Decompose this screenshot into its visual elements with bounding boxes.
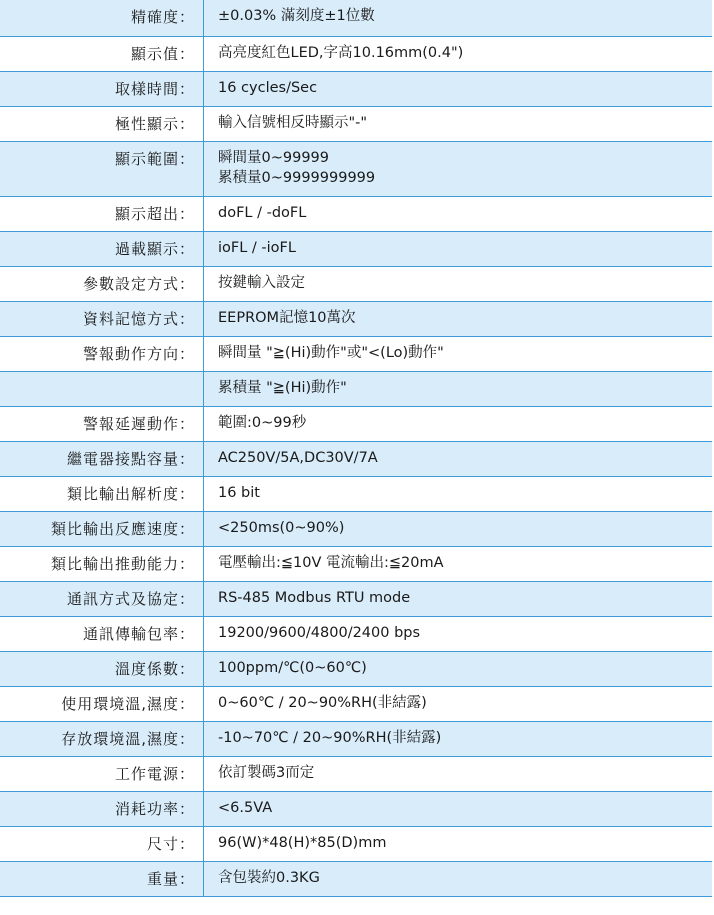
spec-value-line: 電壓輸出:≦10V 電流輸出:≦20mA xyxy=(218,555,444,571)
spec-row xyxy=(0,827,712,862)
spec-value-line: -10~70℃ / 20~90%RH(非結露) xyxy=(218,730,442,746)
spec-value xyxy=(204,722,712,756)
spec-value xyxy=(204,372,712,406)
spec-value xyxy=(204,477,712,511)
spec-row xyxy=(0,407,712,442)
spec-value xyxy=(204,442,712,476)
spec-value xyxy=(204,142,712,196)
spec-label: 類比輸出解析度： xyxy=(0,477,204,511)
spec-row xyxy=(0,302,712,337)
spec-value-line: 19200/9600/4800/2400 bps xyxy=(218,625,421,641)
spec-row xyxy=(0,267,712,302)
spec-label: 繼電器接點容量： xyxy=(0,442,204,476)
spec-row xyxy=(0,652,712,687)
spec-label: 尺寸： xyxy=(0,827,204,861)
spec-row xyxy=(0,337,712,372)
spec-label: 通訊方式及協定： xyxy=(0,582,204,616)
spec-value xyxy=(204,72,712,106)
spec-label: 存放環境溫,濕度： xyxy=(0,722,204,756)
spec-row xyxy=(0,512,712,547)
spec-value xyxy=(204,0,712,36)
spec-value-line: 累積量0~9999999999 xyxy=(218,170,376,186)
spec-row xyxy=(0,72,712,107)
spec-label: 顯示超出： xyxy=(0,197,204,231)
spec-value xyxy=(204,512,712,546)
spec-value-line: 瞬間量 "≧(Hi)動作"或"<(Lo)動作" xyxy=(218,345,444,361)
spec-value xyxy=(204,792,712,826)
spec-value-line: <250ms(0~90%) xyxy=(218,520,345,536)
spec-label: 通訊傳輸包率： xyxy=(0,617,204,651)
spec-row xyxy=(0,722,712,757)
spec-label: 參數設定方式： xyxy=(0,267,204,301)
spec-value-line: EEPROM記憶10萬次 xyxy=(218,310,356,326)
spec-value xyxy=(204,302,712,336)
spec-row xyxy=(0,547,712,582)
spec-label: 顯示範圍： xyxy=(0,142,204,196)
spec-label: 工作電源： xyxy=(0,757,204,791)
spec-value xyxy=(204,37,712,71)
spec-value xyxy=(204,232,712,266)
spec-value xyxy=(204,197,712,231)
spec-row xyxy=(0,37,712,72)
spec-label: 取樣時間： xyxy=(0,72,204,106)
spec-row xyxy=(0,442,712,477)
spec-value xyxy=(204,407,712,441)
spec-value-line: doFL / -doFL xyxy=(218,205,307,221)
spec-row xyxy=(0,0,712,37)
spec-row xyxy=(0,197,712,232)
spec-label: 過載顯示： xyxy=(0,232,204,266)
spec-value-line: <6.5VA xyxy=(218,800,273,816)
spec-value xyxy=(204,687,712,721)
spec-value xyxy=(204,267,712,301)
spec-value-line: 0~60℃ / 20~90%RH(非結露) xyxy=(218,695,427,711)
spec-value-line: 累積量 "≧(Hi)動作" xyxy=(218,380,347,396)
spec-value xyxy=(204,547,712,581)
spec-label: 警報動作方向： xyxy=(0,337,204,371)
spec-value-line: 按鍵輸入設定 xyxy=(218,275,305,291)
spec-value-line: 96(W)*48(H)*85(D)mm xyxy=(218,835,387,851)
spec-label: 重量： xyxy=(0,862,204,896)
spec-value-line: 輸入信號相反時顯示"-" xyxy=(218,115,368,131)
spec-label: 資料記憶方式： xyxy=(0,302,204,336)
spec-label: 類比輸出反應速度： xyxy=(0,512,204,546)
spec-label: 精確度： xyxy=(0,0,204,36)
spec-label: 使用環境溫,濕度： xyxy=(0,687,204,721)
spec-row xyxy=(0,232,712,267)
spec-value xyxy=(204,757,712,791)
spec-value-line: 瞬間量0~99999 xyxy=(218,150,330,166)
spec-label: 類比輸出推動能力： xyxy=(0,547,204,581)
spec-value xyxy=(204,107,712,141)
spec-value-line: ±0.03% 滿刻度±1位數 xyxy=(218,8,375,24)
spec-value xyxy=(204,337,712,371)
spec-value-line: 含包裝約0.3KG xyxy=(218,870,320,886)
spec-row xyxy=(0,582,712,617)
spec-row xyxy=(0,687,712,722)
spec-value-line: 100ppm/℃(0~60℃) xyxy=(218,660,367,676)
spec-label: 極性顯示： xyxy=(0,107,204,141)
spec-row xyxy=(0,477,712,512)
spec-row xyxy=(0,757,712,792)
spec-value-line: 16 cycles/Sec xyxy=(218,80,318,96)
spec-value xyxy=(204,617,712,651)
spec-row xyxy=(0,372,712,407)
spec-value xyxy=(204,862,712,896)
spec-value-line: RS-485 Modbus RTU mode xyxy=(218,590,411,606)
spec-row xyxy=(0,792,712,827)
spec-row xyxy=(0,107,712,142)
spec-value-line: 高亮度紅色LED,字高10.16mm(0.4") xyxy=(218,45,464,61)
spec-value-line: 依訂製碼3而定 xyxy=(218,765,315,781)
spec-label: 警報延遲動作： xyxy=(0,407,204,441)
spec-value-line: 範圍:0~99秒 xyxy=(218,415,307,431)
spec-row xyxy=(0,142,712,197)
spec-label: 溫度係數： xyxy=(0,652,204,686)
spec-value xyxy=(204,827,712,861)
spec-value xyxy=(204,582,712,616)
spec-value-line: AC250V/5A,DC30V/7A xyxy=(218,450,378,466)
spec-label: 消耗功率： xyxy=(0,792,204,826)
spec-value-line: 16 bit xyxy=(218,485,260,501)
spec-row xyxy=(0,617,712,652)
spec-label xyxy=(0,372,204,406)
spec-label: 顯示值： xyxy=(0,37,204,71)
spec-value xyxy=(204,652,712,686)
spec-value-line: ioFL / -ioFL xyxy=(218,240,296,256)
spec-row xyxy=(0,862,712,897)
